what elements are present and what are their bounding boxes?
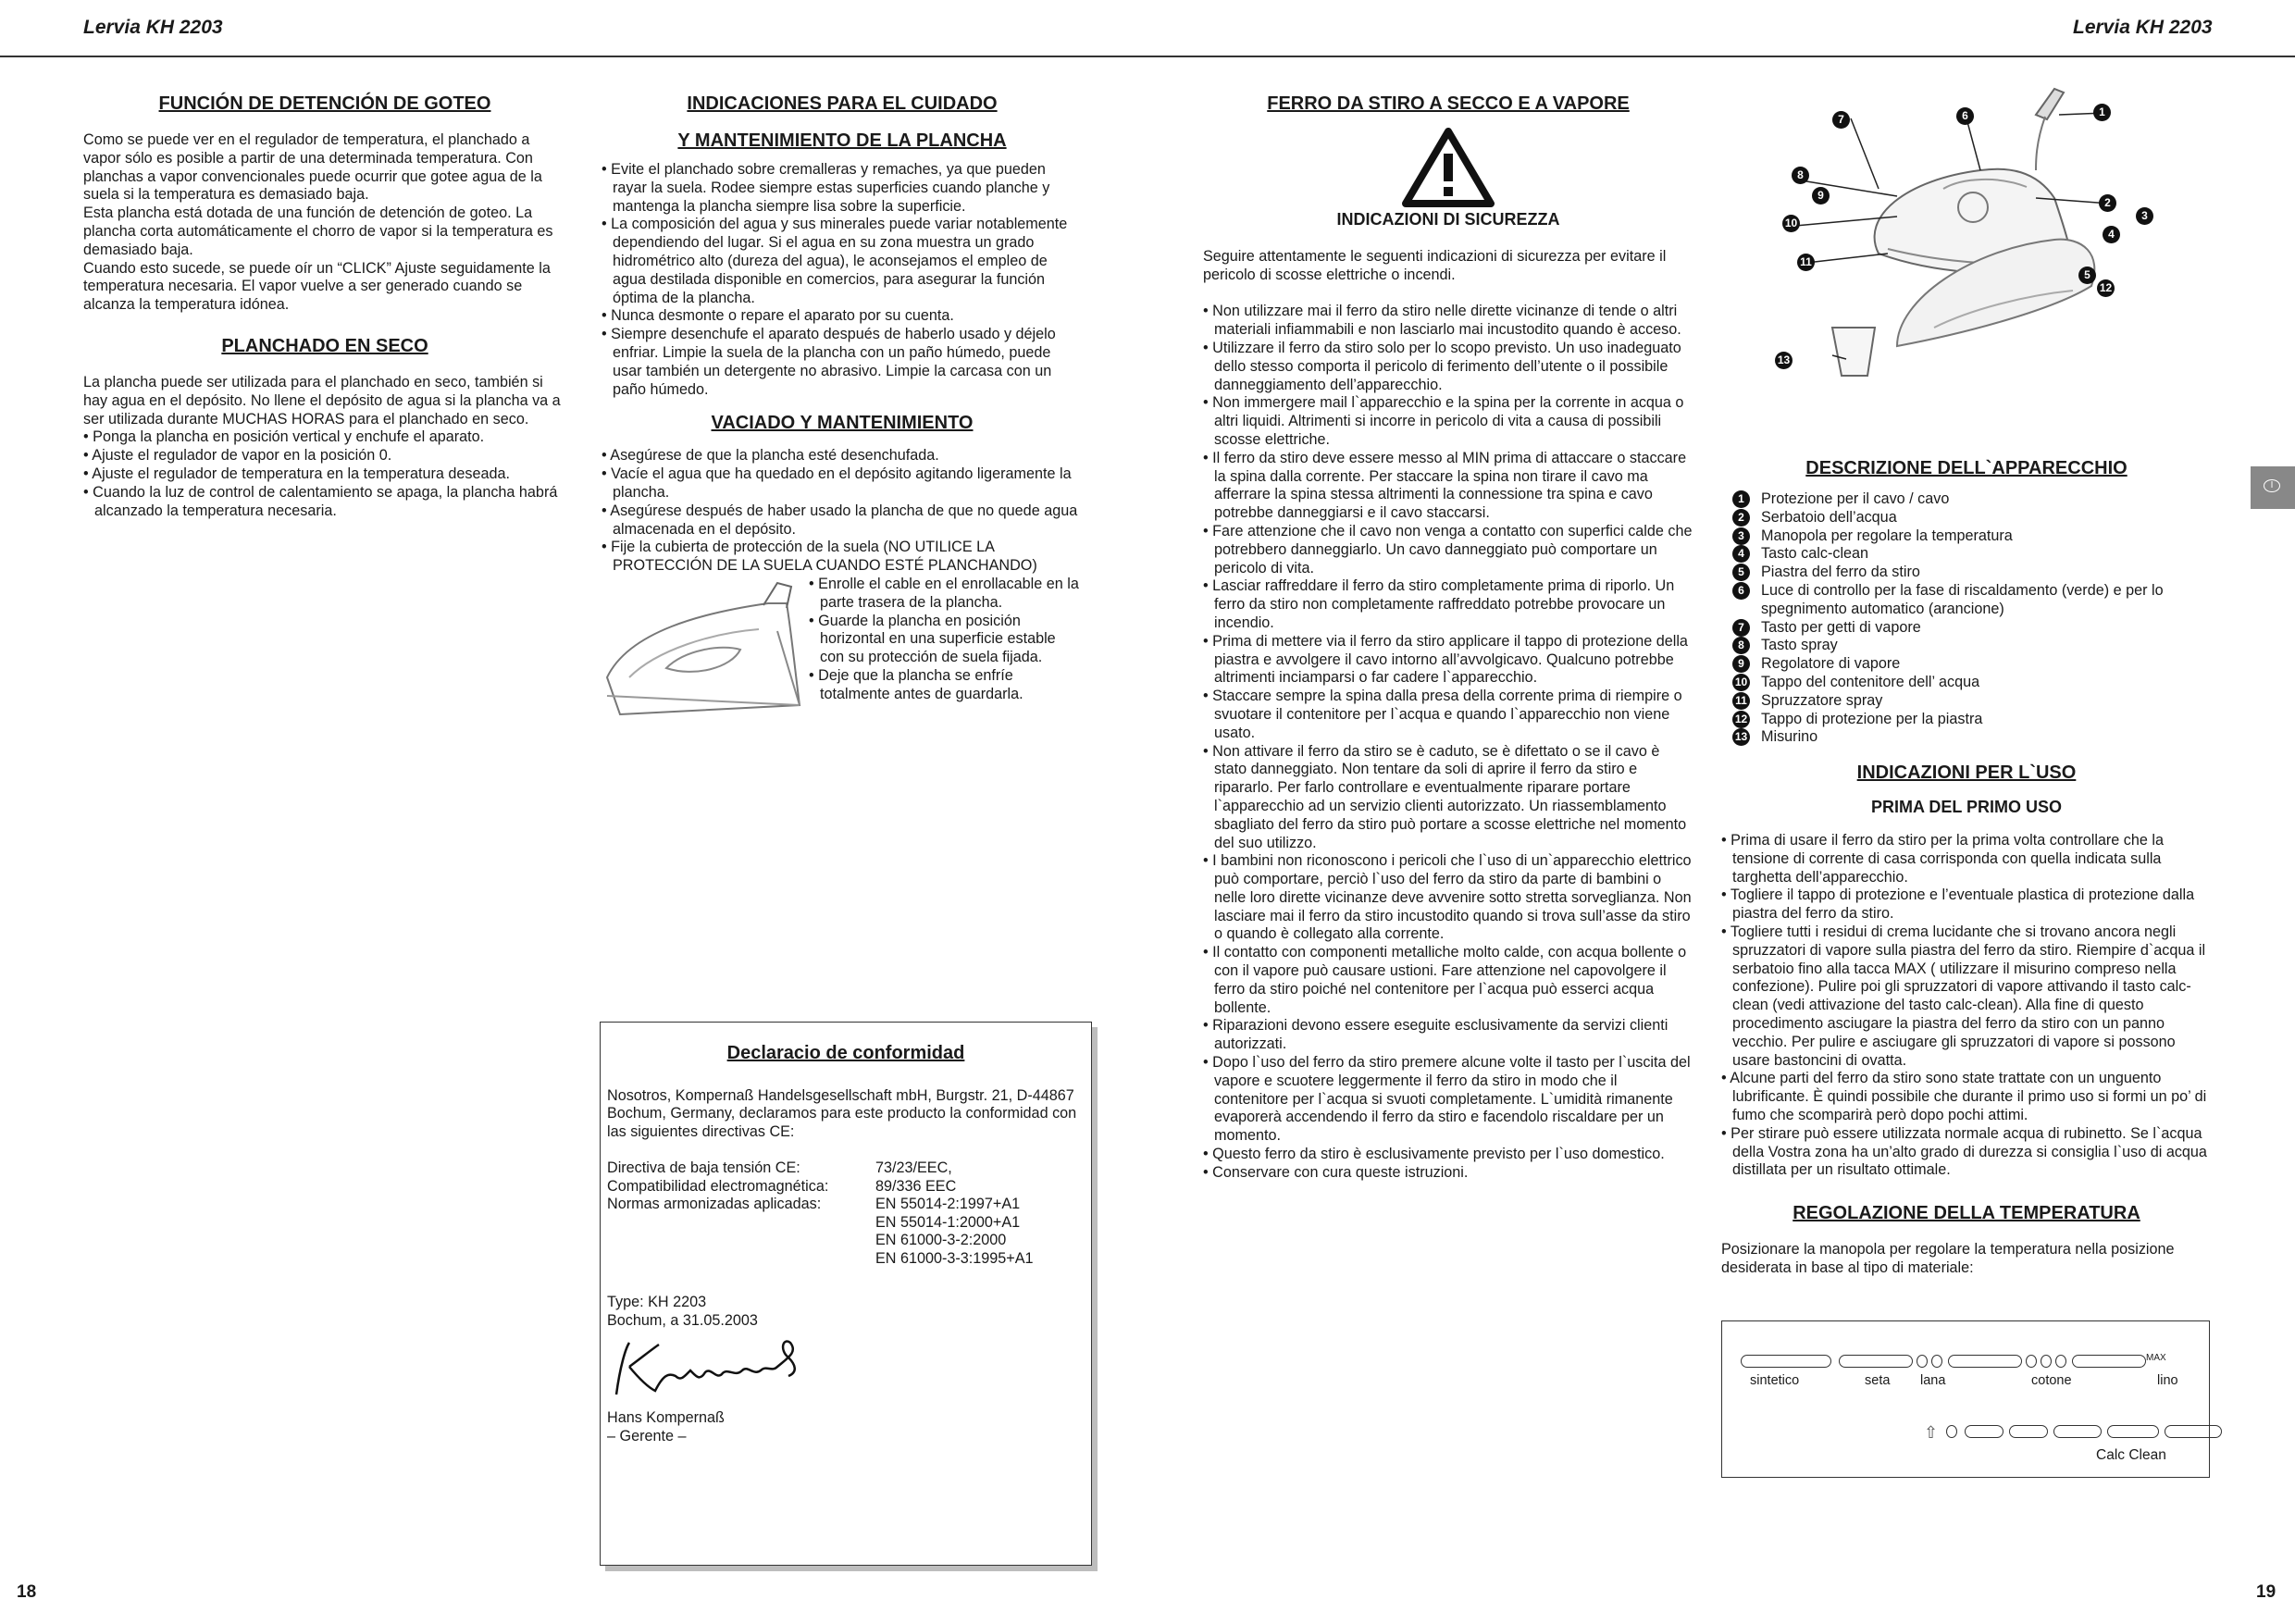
part-label: Manopola per regolare la temperatura — [1761, 527, 2013, 544]
directive-value: EN 55014-2:1997+A1 — [875, 1196, 1021, 1212]
header-right-title: Lervia KH 2203 — [2073, 17, 2213, 38]
column-4 — [1721, 457, 2212, 1278]
directive-value: EN 55014-1:2000+A1 — [875, 1213, 1021, 1231]
part-label: Tappo del contenitore dell’ acqua — [1761, 673, 1980, 690]
steam-segment — [2053, 1425, 2102, 1438]
temperatura-title: REGOLAZIONE DELLA TEMPERATURA — [1793, 1203, 2140, 1224]
temperature-scale — [1721, 1320, 2210, 1478]
declaration-place-date: Bochum, a 31.05.2003 — [607, 1311, 758, 1329]
label-sintetico: sintetico — [1750, 1373, 1800, 1388]
list-item: • Riparazioni devono essere eseguite esclusivamente da servizi clienti autorizzati. — [1203, 1017, 1693, 1054]
callout-5: 5 — [2078, 267, 2096, 284]
list-item: • Togliere tutti i residui di crema lucidante che si trovano ancora negli spruzzatori di vapore sulla piastra del ferro da stiro. Riempire d`acqua il serbatoio fino alla tacca MAX ( utilizzare il misurino compreso nella confezione). Pulire poi gli spruzzatori di vapore attivando il tasto calc-clean (vedi attivazione del tasto calc-clean). Alla fine di questo procedimento asciugare la piastra del ferro da stiro con un panno vecchio. Per pulire e asciugare gli spruzzatori di vapore si possono usare bastoncini di ovatta. — [1721, 924, 2212, 1070]
steam-segment — [1965, 1425, 2003, 1438]
scale-dot — [2055, 1355, 2066, 1368]
steam-dot — [1946, 1425, 1957, 1438]
part-number: 6 — [1732, 582, 1750, 600]
part-item — [1732, 619, 2212, 638]
directive-label: Directiva de baja tensión CE: — [607, 1159, 800, 1176]
vaciado-title: VACIADO Y MANTENIMIENTO — [711, 413, 974, 434]
label-cotone: cotone — [2031, 1373, 2072, 1388]
steam-segment — [2107, 1425, 2159, 1438]
part-item — [1732, 674, 2212, 692]
list-item: • Ajuste el regulador de temperatura en la temperatura deseada. — [83, 465, 566, 484]
steam-icon: ⇧ — [1924, 1423, 1939, 1442]
callout-4: 4 — [2103, 226, 2120, 243]
steam-segment — [2009, 1425, 2048, 1438]
label-seta: seta — [1865, 1373, 1891, 1388]
callout-10: 10 — [1782, 215, 1800, 232]
part-number: 13 — [1732, 728, 1750, 746]
list-item: • Lasciar raffreddare il ferro da stiro completamente prima di riporlo. Un ferro da stiro non completamente raffreddato potrebbe provocare un incendio. — [1203, 577, 1693, 632]
goteo-title: FUNCIÓN DE DETENCIÓN DE GOTEO — [158, 93, 491, 114]
column-2 — [602, 93, 1083, 733]
part-item — [1732, 509, 2212, 527]
part-label: Tasto per getti di vapore — [1761, 618, 1921, 636]
part-number: 4 — [1732, 545, 1750, 563]
list-item: • Il contatto con componenti metalliche molto calde, con acqua bollente o con il vapore può causare ustioni. Fare attenzione nel capovolgere il ferro da stiro poiché nel contenitore per l`acqua può esserci acqua bollente. — [1203, 944, 1693, 1017]
part-item — [1732, 490, 2212, 509]
declaration-signer: Hans Kompernaß — [607, 1409, 725, 1426]
declaration-role: – Gerente – — [607, 1427, 687, 1444]
list-item: • Prima di usare il ferro da stiro per la prima volta controllare che la tensione di corrente di casa corrisponda con quella indicata sulla targhetta dell’apparecchio. — [1721, 832, 2212, 886]
page-number-left: 18 — [17, 1582, 37, 1602]
descrizione-title: DESCRIZIONE DELL`APPARECCHIO — [1805, 458, 2128, 478]
list-item: • Non immergere mail l`apparecchio e la spina per la corrente in acqua o altri liquidi. Altrimenti si incorre in pericolo di vita a causa di possibili scosse elettriche. — [1203, 394, 1693, 449]
part-item — [1732, 655, 2212, 674]
part-item — [1732, 582, 2212, 619]
part-number: 9 — [1732, 655, 1750, 673]
cuidado-list — [602, 161, 1083, 399]
header-left-title: Lervia KH 2203 — [83, 17, 223, 38]
part-label: Misurino — [1761, 728, 1818, 746]
callout-11: 11 — [1797, 254, 1815, 271]
safety-title: INDICAZIONI DI SICUREZZA — [1336, 210, 1560, 229]
list-item: • Nunca desmonte o repare el aparato por su cuenta. — [602, 307, 1083, 326]
scale-segment — [1948, 1355, 2022, 1368]
warning-icon — [1203, 128, 1693, 207]
directive-value: EN 61000-3-3:1995+A1 — [875, 1249, 1034, 1267]
primo-uso-title: PRIMA DEL PRIMO USO — [1870, 798, 2062, 817]
callout-13: 13 — [1775, 352, 1793, 369]
list-item: • Utilizzare il ferro da stiro solo per lo scopo previsto. Un uso inadeguato dello stesso comporta il pericolo di ferimento dell’utente o il possibile danneggiamento dell’apparecchio. — [1203, 340, 1693, 394]
declaration-box — [600, 1022, 1092, 1566]
parts-list — [1721, 490, 2212, 747]
goteo-paragraph: Como se puede ver en el regulador de temperatura, el planchado a vapor sólo es posible a partir de una determinada temperatura. Con planchas a vapor convencionales puede ocurrir que gotee agua de la suela si la temperatura es demasiado baja. — [83, 131, 542, 204]
part-item — [1732, 711, 2212, 729]
part-label: Piastra del ferro da stiro — [1761, 564, 1920, 581]
scale-dot — [1917, 1355, 1928, 1368]
part-number: 1 — [1732, 490, 1750, 508]
safety-list — [1203, 303, 1693, 1182]
directive-label — [607, 1214, 875, 1233]
list-item: • Guarde la plancha en posición horizontal en una superficie estable con su protección de suela fijada. — [809, 613, 1083, 667]
seco-list — [83, 428, 566, 520]
goteo-paragraph: Cuando esto sucede, se puede oír un “CLICK” Ajuste seguidamente la temperatura necesaria. El vapor vuelve a ser generado cuando se alcanza la temperatura idónea. — [83, 259, 551, 314]
cuidado-title-1: INDICACIONES PARA EL CUIDADO — [687, 93, 998, 114]
callout-9: 9 — [1812, 187, 1830, 205]
list-item: • Fije la cubierta de protección de la suela (NO UTILICE LA PROTECCIÓN DE LA SUELA CUANDO ESTÉ PLANCHANDO) — [602, 539, 1083, 576]
list-item: • Staccare sempre la spina dalla presa della corrente prima di riempire o svuotare il contenitore per l`acqua e quando l`apparecchio non viene usato. — [1203, 688, 1693, 742]
list-item: • Prima di mettere via il ferro da stiro applicare il tappo di protezione della piastra e avvolgere il cavo intorno all’avvolgicavo. Qualcuno potrebbe altrimenti inciamparsi o far cadere l`apparecchio. — [1203, 633, 1693, 688]
directive-label — [607, 1250, 875, 1269]
callout-2: 2 — [2099, 194, 2116, 212]
list-item: • Per stirare può essere utilizzata normale acqua di rubinetto. Se l`acqua della Vostra zona ha un’alto grado di durezza si consiglia l`uso di acqua distillata per un risultato ottimale. — [1721, 1125, 2212, 1180]
header-rule — [0, 56, 2295, 57]
part-item — [1732, 692, 2212, 711]
list-item: • Non attivare il ferro da stiro se è caduto, se è difettato o se il cavo è stato danneggiato. Non tentare da soli di aprire il ferro da stiro e ripararlo. Per farlo controllare e eventualmente riparare portare l`apparecchio ad un servizio clienti autorizzato. Un riassemblamento sbagliato del ferro da stiro può portare a scosse elettriche nel momento del suo utilizzo. — [1203, 743, 1693, 853]
label-calc-clean: Calc Clean — [2096, 1447, 2166, 1463]
label-lana: lana — [1920, 1373, 1946, 1388]
part-number: 10 — [1732, 674, 1750, 691]
scale-segment — [1741, 1355, 1831, 1368]
list-item: • Alcune parti del ferro da stiro sono state trattate con un unguento lubrificante. È quindi possibile che durante il primo uso si formi un po’ di fumo che scomparirà però dopo pochi attimi. — [1721, 1070, 2212, 1124]
declaration-intro: Nosotros, Kompernaß Handelsgesellschaft mbH, Burgstr. 21, D-44867 Bochum, Germany, declaramos para este producto la conformidad con las siguientes directivas CE: — [607, 1086, 1077, 1140]
part-number: 11 — [1732, 692, 1750, 710]
max-label: MAX — [2146, 1353, 2166, 1363]
label-lino: lino — [2157, 1373, 2178, 1388]
iron-storage-illustration — [602, 576, 809, 733]
part-item — [1732, 527, 2212, 546]
directive-label — [607, 1232, 875, 1250]
list-item: • Vacíe el agua que ha quedado en el depósito agitando ligeramente la plancha. — [602, 465, 1083, 502]
list-item: • Evite el planchado sobre cremalleras y remaches, ya que pueden rayar la suela. Rodee siempre estas superficies cuando planche y mantenga la plancha siempre lisa sobre la superficie. — [602, 161, 1083, 216]
signature — [607, 1330, 1085, 1409]
list-item: • Questo ferro da stiro è esclusivamente previsto per l`uso domestico. — [1203, 1146, 1693, 1164]
part-label: Tasto calc-clean — [1761, 545, 1869, 563]
list-item: • I bambini non riconoscono i pericoli che l`uso di un`apparecchio elettrico può comportare, perciò l`uso del ferro da stiro da parte di bambini o nelle loro dirette vicinanze deve avvenire sotto stretta sorveglianza. Non lasciare mai il ferro da stiro incustodito quando si trova sull’asse da stiro o quando è collegato alla corrente. — [1203, 852, 1693, 944]
iron-diagram — [1758, 78, 2113, 392]
scale-dot — [2041, 1355, 2052, 1368]
vaciado-list — [602, 447, 1083, 576]
part-number: 8 — [1732, 637, 1750, 654]
list-item: • Togliere il tappo di protezione e l’eventuale plastica di protezione dalla piastra del ferro da stiro. — [1721, 886, 2212, 924]
directives-table — [607, 1159, 1085, 1268]
language-tab[interactable] — [2251, 466, 2295, 509]
vaciado-list-2 — [809, 576, 1083, 733]
list-item: • Asegúrese después de haber usado la plancha de que no quede agua almacenada en el depósito. — [602, 502, 1083, 539]
list-item: • Enrolle el cable en el enrollacable en la parte trasera de la plancha. — [809, 576, 1083, 613]
scale-dot — [2026, 1355, 2037, 1368]
part-label: Protezione per il cavo / cavo — [1761, 490, 1950, 507]
part-item — [1732, 545, 2212, 564]
list-item: • Cuando la luz de control de calentamiento se apaga, la plancha habrá alcanzado la temperatura necesaria. — [83, 484, 566, 521]
column-1 — [83, 93, 566, 520]
goteo-paragraph: Esta plancha está dotada de una función de detención de goteo. La plancha corta automáticamente el chorro de vapor si la temperatura es demasiado baja. — [83, 205, 553, 258]
part-label: Regolatore di vapore — [1761, 655, 1901, 673]
page-number-right: 19 — [2256, 1582, 2276, 1602]
callout-1: 1 — [2093, 104, 2111, 121]
list-item: • Dopo l`uso del ferro da stiro premere alcune volte il tasto per l`uscita del vapore e scuotere leggermente il ferro da stiro in modo che il contenitore per l`acqua si svuoti completamente. L`umidità rimanente evaporerà accendendo il ferro da stiro e facendolo riscaldare per un momento. — [1203, 1054, 1693, 1146]
part-number: 2 — [1732, 509, 1750, 527]
declaration-title: Declaracio de conformidad — [726, 1043, 965, 1063]
part-label: Tappo di protezione per la piastra — [1761, 710, 1983, 727]
uso-title: INDICAZIONI PER L`USO — [1856, 762, 2077, 784]
seco-title: PLANCHADO EN SECO — [221, 335, 428, 356]
seco-paragraph: La plancha puede ser utilizada para el planchado en seco, también si hay agua en el depósito. No llene el depósito de agua si la plancha va a ser utilizada durante MUCHAS HORAS para el planchado en seco. — [83, 373, 561, 428]
list-item: • Conservare con cura queste istruzioni. — [1203, 1164, 1693, 1183]
list-item: • Non utilizzare mai il ferro da stiro nelle dirette vicinanze di tende o altri materiali infiammabili e non lasciarlo mai incustodito quando è acceso. — [1203, 303, 1693, 340]
part-item — [1732, 637, 2212, 655]
part-item — [1732, 728, 2212, 747]
list-item: • Asegúrese de que la plancha esté desenchufada. — [602, 447, 1083, 465]
list-item: • Siempre desenchufe el aparato después de haberlo usado y déjelo enfriar. Limpie la suela de la plancha con un paño húmedo, puede usar también un detergente no abrasivo. Limpie la carcasa con un paño húmedo. — [602, 326, 1083, 399]
cuidado-title-2: Y MANTENIMIENTO DE LA PLANCHA — [677, 130, 1007, 151]
language-tab-label: I — [2264, 479, 2280, 492]
list-item: • Il ferro da stiro deve essere messo al MIN prima di attaccare o staccare la spina dalla corrente. Per staccare la spina non tirare il cavo ma afferrare la spina stessa altrimenti la connessione tra spina e cavo potrebbe danneggiarsi e il cavo staccarsi. — [1203, 450, 1693, 523]
uso-list — [1721, 832, 2212, 1180]
callout-6: 6 — [1956, 107, 1974, 125]
part-label: Luce di controllo per la fase di riscaldamento (verde) e per lo spegnimento automatico (arancione) — [1761, 581, 2164, 617]
part-number: 5 — [1732, 564, 1750, 581]
list-item: • Fare attenzione che il cavo non venga a contatto con superfici calde che potrebbero danneggiarlo. Un cavo danneggiato può comportare un pericolo di vita. — [1203, 523, 1693, 577]
list-item: • Ajuste el regulador de vapor en la posición 0. — [83, 447, 566, 465]
callout-7: 7 — [1832, 111, 1850, 129]
declaration-type: Type: KH 2203 — [607, 1294, 707, 1310]
ferro-title: FERRO DA STIRO A SECCO E A VAPORE — [1267, 93, 1630, 114]
scale-dot — [1931, 1355, 1942, 1368]
directive-label: Normas armonizadas aplicadas: — [607, 1196, 822, 1212]
safety-intro: Seguire attentamente le seguenti indicazioni di sicurezza per evitare il pericolo di scosse elettriche o incendi. — [1203, 247, 1667, 283]
callout-3: 3 — [2136, 207, 2153, 225]
directive-label: Compatibilidad electromagnética: — [607, 1177, 829, 1195]
part-number: 3 — [1732, 527, 1750, 545]
directive-value: 89/336 EEC — [875, 1177, 957, 1195]
part-item — [1732, 564, 2212, 582]
list-item: • La composición del agua y sus minerales puede variar notablemente dependiendo del lugar. Si el agua en su zona muestra un grado hidrométrico alto (dureza del agua), le aconsejamos el empleo de agua destilada disponible en comercios, para asegurar la función óptima de la plancha. — [602, 216, 1083, 307]
column-3 — [1203, 93, 1693, 1183]
part-label: Tasto spray — [1761, 637, 1838, 654]
part-number: 7 — [1732, 619, 1750, 637]
temperatura-intro: Posizionare la manopola per regolare la temperatura nella posizione desiderata in base al tipo di materiale: — [1721, 1241, 2175, 1276]
scale-segment — [2072, 1355, 2146, 1368]
callout-12: 12 — [2097, 279, 2115, 297]
directive-value: 73/23/EEC, — [875, 1159, 952, 1176]
callout-8: 8 — [1792, 167, 1809, 184]
directive-value: EN 61000-3-2:2000 — [875, 1232, 1007, 1248]
list-item: • Ponga la plancha en posición vertical y enchufe el aparato. — [83, 428, 566, 447]
part-number: 12 — [1732, 711, 1750, 728]
steam-segment — [2165, 1425, 2222, 1438]
part-label: Spruzzatore spray — [1761, 691, 1883, 709]
list-item: • Deje que la plancha se enfríe totalmente antes de guardarla. — [809, 667, 1083, 704]
part-label: Serbatoio dell’acqua — [1761, 508, 1897, 526]
scale-segment — [1839, 1355, 1913, 1368]
